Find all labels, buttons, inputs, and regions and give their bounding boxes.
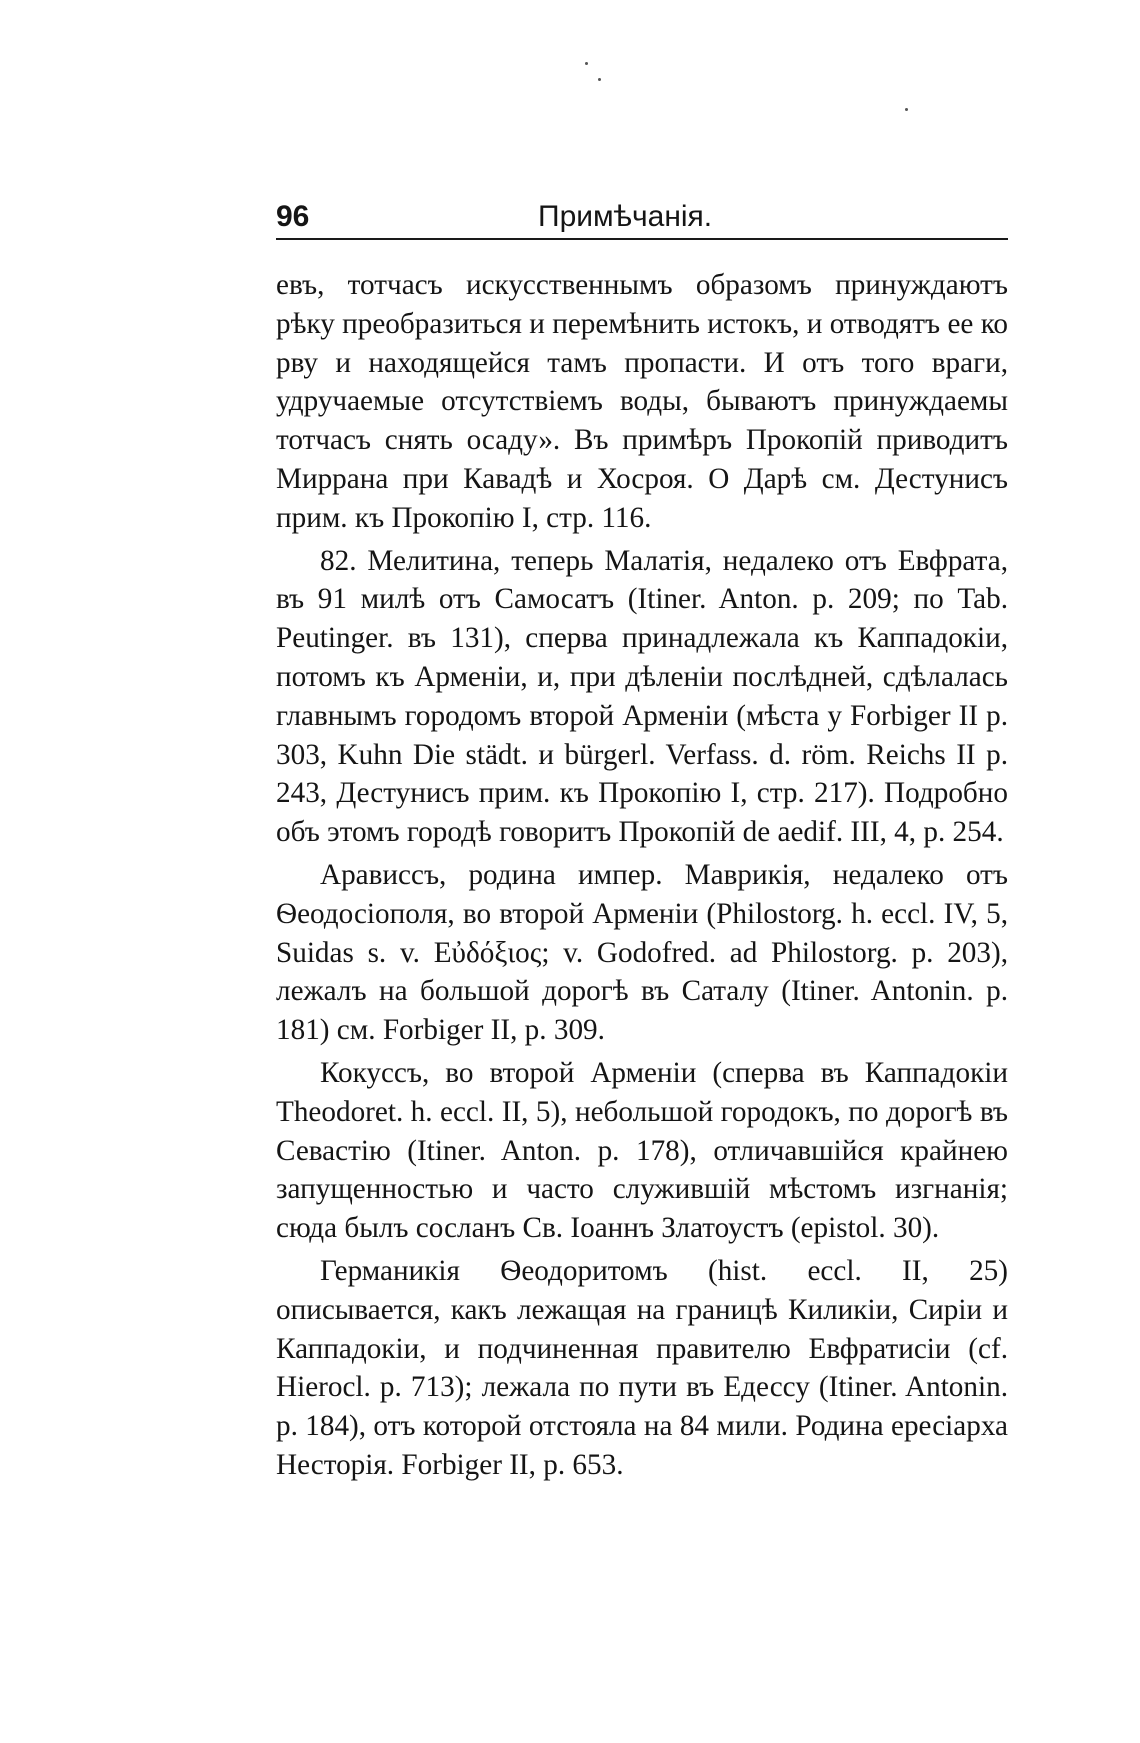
paper-speck <box>585 62 588 65</box>
paragraph: евъ, тотчасъ искусственнымъ образомъ принуждаютъ рѣку преобразиться и перемѣнить истокъ, и отводятъ ее ко рву и находящейся тамъ пропасти. И отъ того враги, удручаемые отсутствіемъ воды, бываютъ принуждаемы тотчасъ снять осаду». Въ примѣръ Прокопій приводитъ Миррана при Кавадѣ и Хосроя. О Дарѣ см. Дестунисъ прим. къ Прокопію I, стр. 116. <box>276 269 1008 534</box>
page-header <box>276 198 1008 244</box>
paragraph: Германикія Ѳеодоритомъ (hist. eccl. II, 25) описывается, какъ лежащая на границѣ Киликіи, Сиріи и Каппадокіи, и подчиненная правителю Евфратисіи (cf. Hierocl. p. 713); лежала по пути въ Едессу (Itiner. Antonin. p. 184), отъ которой отстояла на 84 мили. Родина ересіарха Несторія. Forbiger II, p. 653. <box>276 1254 1008 1481</box>
paragraph: Арависсъ, родина импер. Маврикія, недалеко отъ Ѳеодосіополя, во второй Арменіи (Philostorg. h. eccl. IV, 5, Suidas s. v. Εὐδόξιος; v. Godofred. ad Philostorg. p. 203), лежалъ на большой дорогѣ въ Саталу (Itiner. Antonin. p. 181) см. Forbiger II, p. 309. <box>276 858 1008 1047</box>
running-title: Примѣчанія. <box>538 200 713 233</box>
page-number: 96 <box>276 200 310 233</box>
paragraph: Кокуссъ, во второй Арменіи (сперва въ Каппадокіи Theodoret. h. eccl. II, 5), небольшой городокъ, по дорогѣ въ Севастію (Itiner. Anton. p. 178), отличавшійся крайнею запущенностью и часто служившій мѣстомъ изгнанія; сюда былъ сосланъ Св. Іоаннъ Златоустъ (epistol. 30). <box>276 1056 1008 1245</box>
paper-speck <box>905 108 908 111</box>
body-text <box>276 266 1008 1485</box>
paper-speck <box>598 78 601 81</box>
header-rule <box>276 238 1008 240</box>
paragraph: 82. Мелитина, теперь Малатія, недалеко отъ Евфрата, въ 91 милѣ отъ Самосатъ (Itiner. Anton. p. 209; по Tab. Peutinger. въ 131), сперва принадлежала къ Каппадокіи, потомъ къ Арменіи, и, при дѣленіи послѣдней, сдѣлалась главнымъ городомъ второй Арменіи (мѣста у Forbiger II p. 303, Kuhn Die städt. и bürgerl. Verfass. d. röm. Reichs II p. 243, Дестунисъ прим. къ Прокопію I, стр. 217). Подробно объ этомъ городѣ говоритъ Прокопій de aedif. III, 4, p. 254. <box>276 544 1008 849</box>
